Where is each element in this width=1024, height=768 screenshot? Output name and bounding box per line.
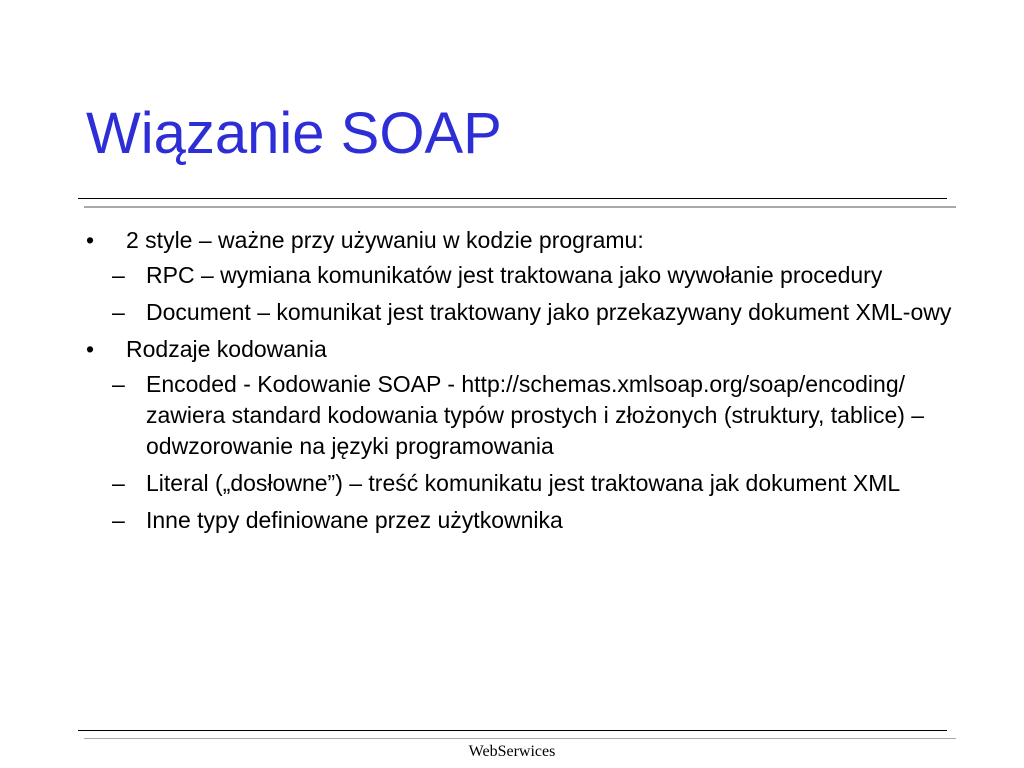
bullet-item — [86, 225, 956, 328]
sub-bullet-text: Literal („dosłowne”) – treść komunikatu jest traktowana jak dokument XML — [146, 470, 901, 496]
sub-bullet-item — [112, 297, 956, 328]
dash-marker: – — [112, 507, 125, 533]
dash-marker: – — [112, 299, 125, 325]
sub-bullet-text: RPC – wymiana komunikatów jest traktowana jako wywołanie procedury — [146, 262, 883, 288]
sub-bullet-item — [112, 468, 956, 499]
dash-marker: – — [112, 371, 125, 397]
title-rule-dark — [78, 198, 947, 199]
bullet-text: 2 style – ważne przy używaniu w kodzie programu: — [126, 227, 644, 253]
dash-marker: – — [112, 262, 125, 288]
footer-rule-dark — [78, 730, 947, 731]
sub-bullet-item — [112, 260, 956, 291]
footer-rule-light — [84, 738, 956, 739]
slide-footer: WebSerwices — [468, 743, 556, 760]
sub-bullet-item — [112, 369, 956, 462]
title-rule-light — [84, 206, 956, 208]
sub-bullet-item — [112, 505, 956, 536]
sub-bullet-list — [112, 369, 956, 536]
bullet-marker: • — [86, 227, 95, 253]
sub-bullet-text: Document – komunikat jest traktowany jako przekazywany dokument XML-owy — [146, 299, 952, 325]
bullet-list — [86, 225, 956, 542]
dash-marker: – — [112, 470, 125, 496]
bullet-text: Rodzaje kodowania — [126, 336, 327, 362]
sub-bullet-text: Encoded - Kodowanie SOAP - http://schemas.xmlsoap.org/soap/encoding/ zawiera standard kodowania typów prostych i złożonych (struktury, tablice) – odwzorowanie na języki programowania — [146, 371, 925, 459]
bullet-item — [86, 334, 956, 536]
sub-bullet-text: Inne typy definiowane przez użytkownika — [146, 507, 563, 533]
slide-title: Wiązanie SOAP — [86, 101, 502, 166]
bullet-marker: • — [86, 336, 95, 362]
sub-bullet-list — [112, 260, 956, 328]
